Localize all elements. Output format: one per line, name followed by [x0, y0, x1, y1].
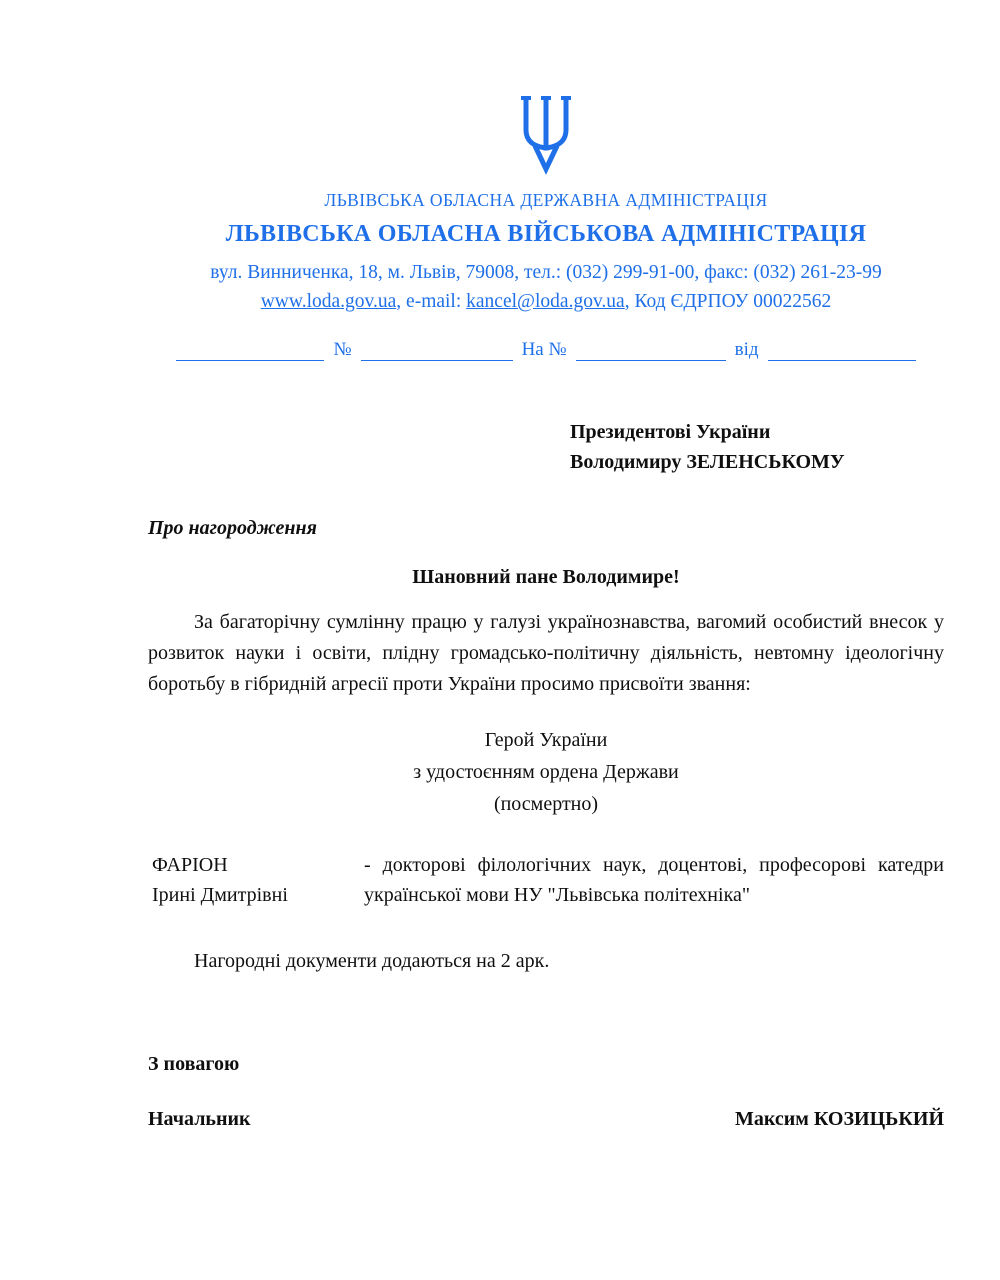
award-posthumous-line: (посмертно) — [493, 793, 599, 815]
awardee-surname: ФАРІОН — [152, 854, 228, 876]
closing-phrase: З повагою — [148, 1053, 240, 1075]
email-link[interactable]: kancel@loda.gov.ua — [466, 291, 625, 312]
letterhead — [148, 92, 944, 361]
awardee-description: - докторові філологічних наук, доцентові, професорові катедри української мови НУ "Львівська політехніка" — [364, 854, 944, 906]
ref-no-label: № — [333, 339, 352, 360]
attachments-line: Нагородні документи додаються на 2 арк. — [194, 950, 550, 972]
recipient-block — [570, 417, 944, 477]
org-name-military-administration: ЛЬВІВСЬКА ОБЛАСНА ВІЙСЬКОВА АДМІНІСТРАЦІЯ — [225, 221, 867, 247]
ref-blank-number — [361, 341, 513, 361]
signer-name: Максим КОЗИЦЬКИЙ — [735, 1108, 944, 1130]
address-phone-line: вул. Винниченка, 18, м. Львів, 79008, тел.: (032) 299-91-00, факс: (032) 261-23-99 — [210, 262, 882, 283]
awardee-block — [148, 850, 944, 910]
edrpou-code: , Код ЄДРПОУ 00022562 — [624, 291, 832, 312]
tryzub-emblem-icon — [513, 92, 579, 176]
awardee-name — [148, 850, 364, 910]
body-paragraph: За багаторічну сумлінну працю у галузі українознавства, вагомий особистий внесок у розвиток науки і освіти, плідну громадсько-політичну діяльність, невтомну ідеологічну боротьбу в гібридній агресії проти України просимо присвоїти звання: — [148, 611, 944, 695]
salutation: Шановний пане Володимире! — [412, 566, 680, 588]
award-order-line: з удостоєнням ордена Держави — [413, 761, 679, 783]
ref-blank-date — [176, 341, 324, 361]
ref-blank-incoming-number — [576, 341, 726, 361]
awardee-given-name: Ірині Дмитрівні — [152, 884, 288, 906]
signature-row — [148, 1108, 944, 1131]
org-name-state-administration: ЛЬВІВСЬКА ОБЛАСНА ДЕРЖАВНА АДМІНІСТРАЦІЯ — [324, 190, 768, 210]
recipient-title: Президентові України — [570, 421, 771, 443]
reference-line — [148, 339, 944, 361]
award-title: Герой України — [484, 729, 608, 751]
ref-blank-incoming-date — [768, 341, 916, 361]
signer-title: Начальник — [148, 1108, 251, 1130]
email-separator: , e-mail: — [396, 291, 467, 312]
contacts-line — [148, 291, 944, 313]
ref-vid-label: від — [734, 339, 759, 360]
recipient-name: Володимиру ЗЕЛЕНСЬКОМУ — [570, 451, 845, 473]
letter-subject: Про нагородження — [148, 517, 317, 539]
award-block — [148, 724, 944, 820]
website-link[interactable]: www.loda.gov.ua — [260, 291, 397, 312]
ref-na-label: На № — [521, 339, 567, 360]
